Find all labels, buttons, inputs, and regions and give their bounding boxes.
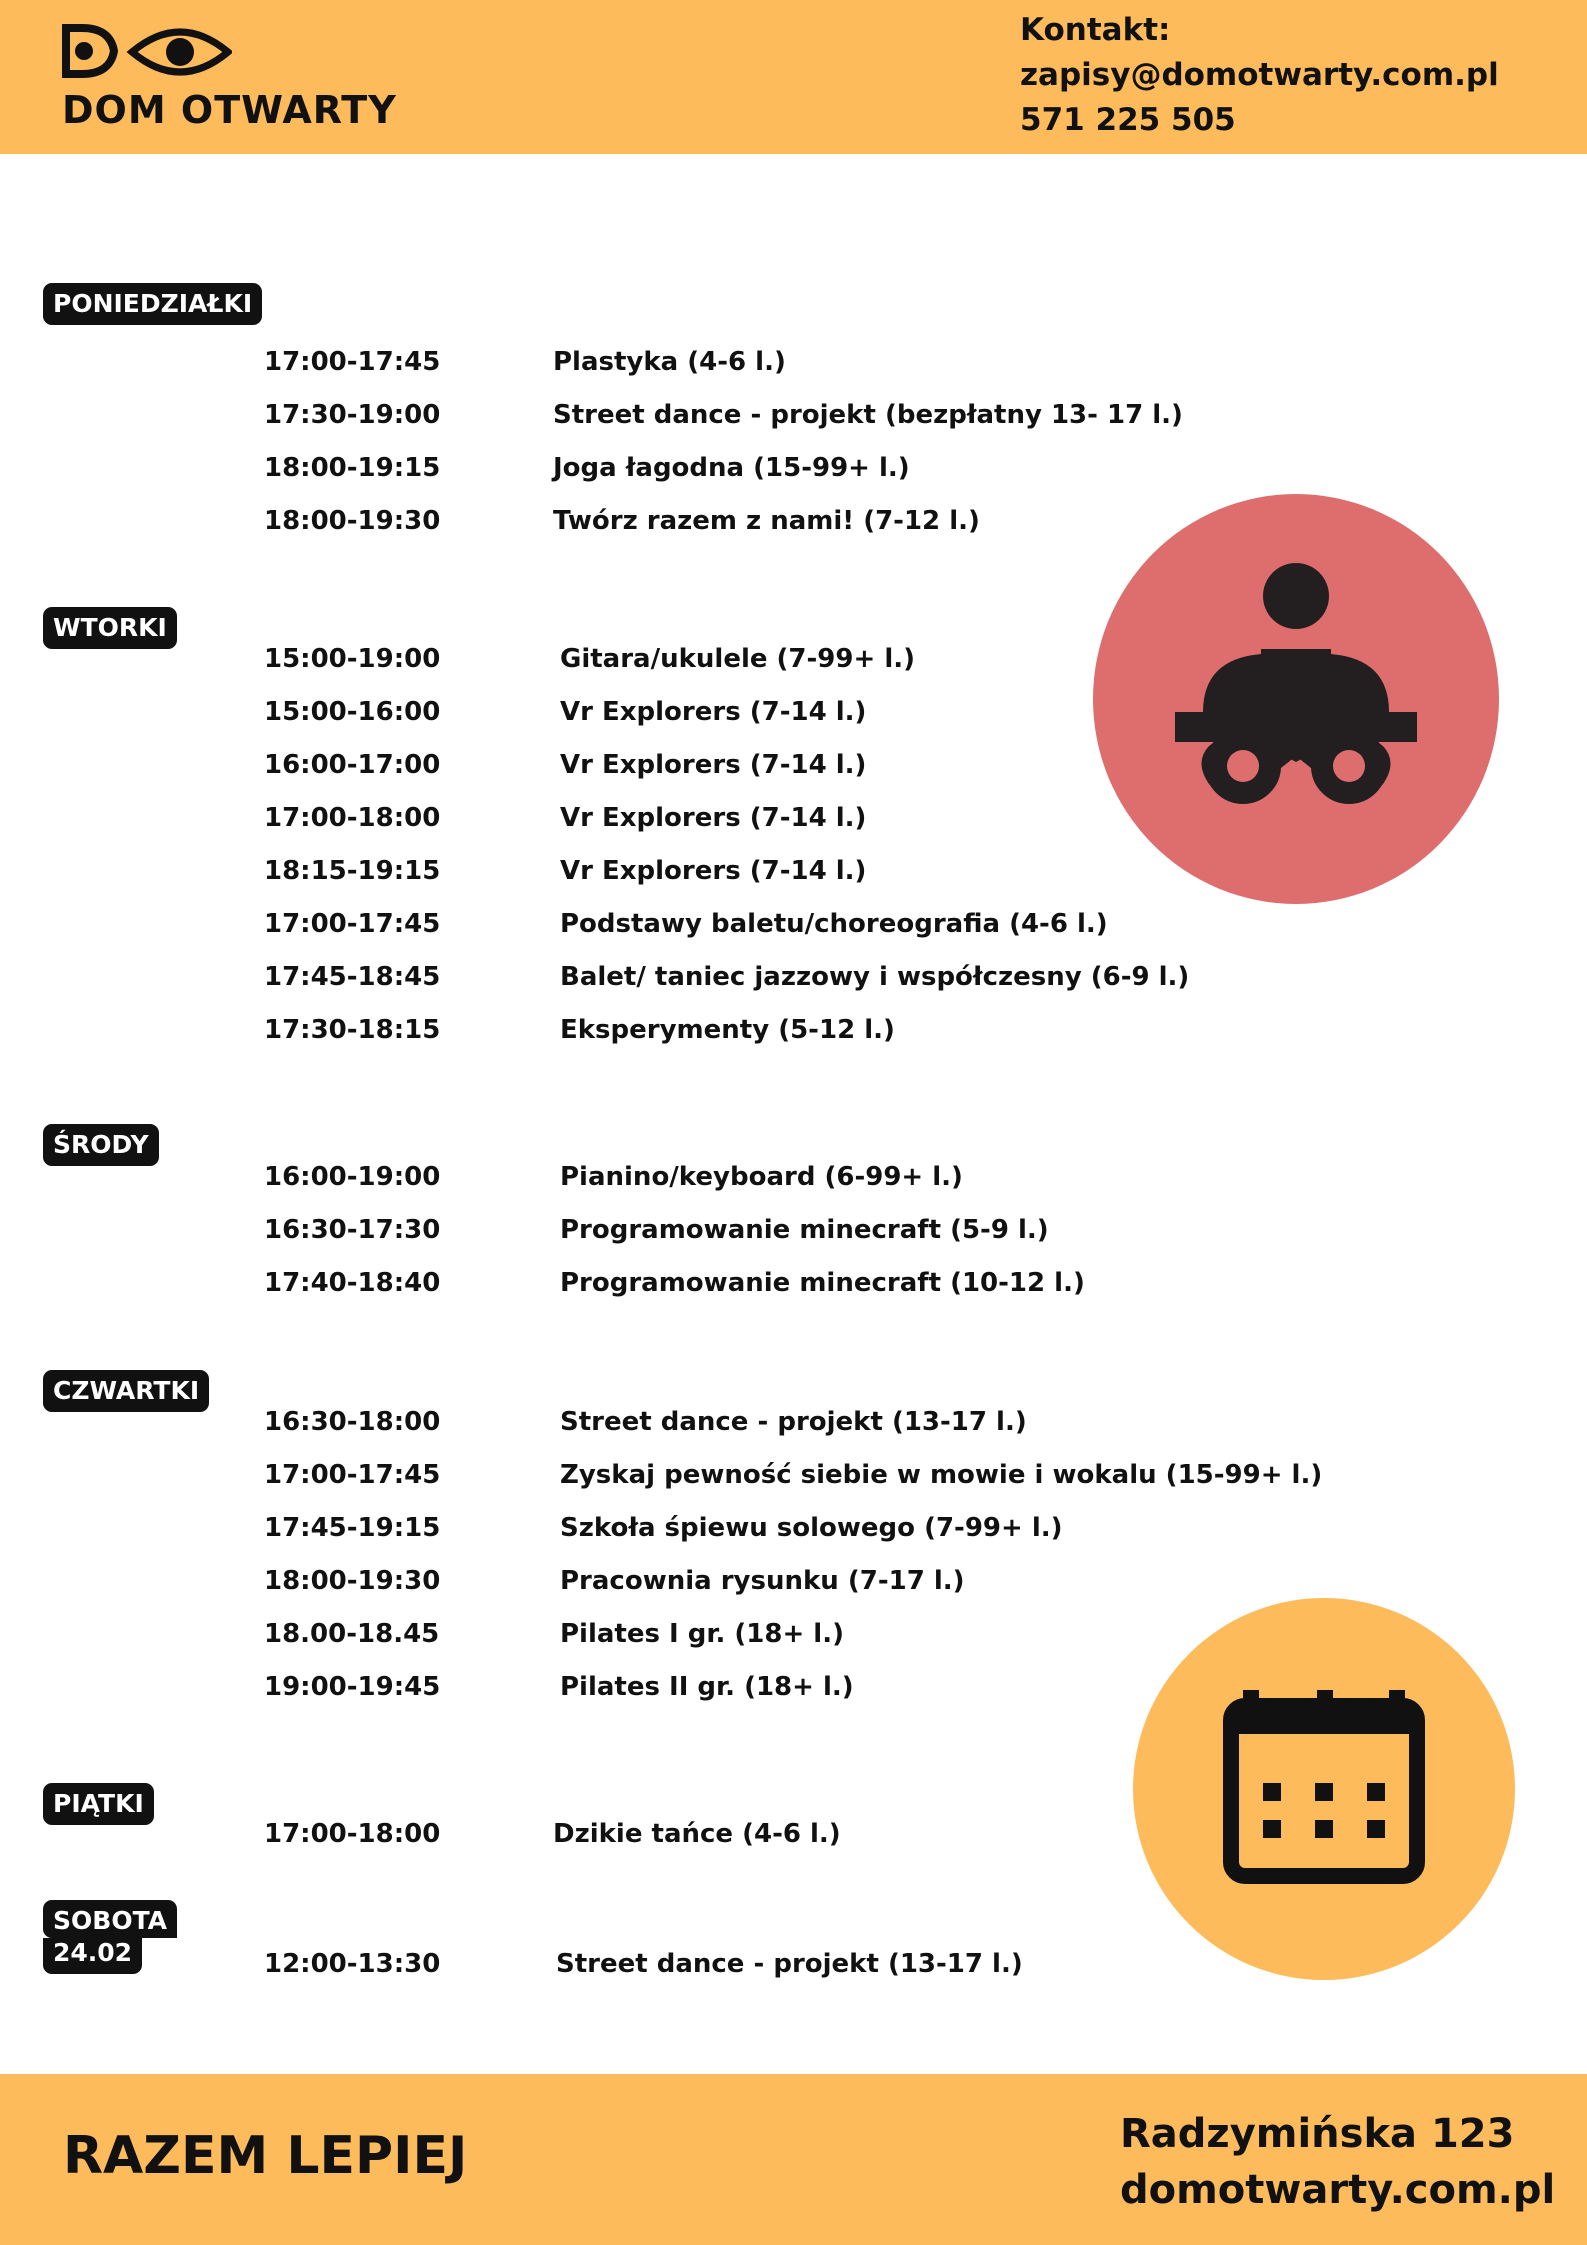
website-link[interactable]: domotwarty.com.pl xyxy=(1120,2167,1556,2213)
time: 15:00-19:00 xyxy=(264,644,441,674)
time: 17:40-18:40 xyxy=(264,1268,441,1298)
time: 18:00-19:30 xyxy=(264,1566,441,1596)
time: 18:00-19:30 xyxy=(264,506,441,536)
day-date: 24.02 xyxy=(43,1938,142,1974)
contact-phone[interactable]: 571 225 505 xyxy=(1020,102,1236,138)
day-badge-piatki: PIĄTKI xyxy=(43,1783,154,1825)
contact-block xyxy=(1020,8,1499,143)
activity: Programowanie minecraft (5-9 l.) xyxy=(560,1215,1049,1245)
activity: Twórz razem z nami! (7-12 l.) xyxy=(553,506,980,536)
time: 16:30-17:30 xyxy=(264,1215,441,1245)
activity: Pracownia rysunku (7-17 l.) xyxy=(560,1566,965,1596)
activity: Pilates I gr. (18+ l.) xyxy=(560,1619,844,1649)
time: 17:30-18:15 xyxy=(264,1015,441,1045)
address-block xyxy=(1120,2106,1555,2218)
footer-bar xyxy=(0,2074,1587,2245)
activity: Programowanie minecraft (10-12 l.) xyxy=(560,1268,1085,1298)
time: 16:00-17:00 xyxy=(264,750,441,780)
day-name: SOBOTA xyxy=(43,1900,177,1938)
time: 17:30-19:00 xyxy=(264,400,441,430)
time: 16:00-19:00 xyxy=(264,1162,441,1192)
activity: Vr Explorers (7-14 l.) xyxy=(560,856,867,886)
activity: Szkoła śpiewu solowego (7-99+ l.) xyxy=(560,1513,1063,1543)
eye-icon xyxy=(62,24,232,84)
meditation-icon xyxy=(1093,494,1499,904)
calendar-icon xyxy=(1133,1598,1515,1980)
activity: Street dance - projekt (13-17 l.) xyxy=(560,1407,1027,1437)
time: 17:00-18:00 xyxy=(264,1819,441,1849)
time: 17:00-17:45 xyxy=(264,347,441,377)
activity: Vr Explorers (7-14 l.) xyxy=(560,803,867,833)
time: 16:30-18:00 xyxy=(264,1407,441,1437)
activity: Gitara/ukulele (7-99+ l.) xyxy=(560,644,915,674)
activity: Pilates II gr. (18+ l.) xyxy=(560,1672,854,1702)
time: 18:15-19:15 xyxy=(264,856,441,886)
slogan: RAZEM LEPIEJ xyxy=(63,2126,468,2186)
time: 17:45-19:15 xyxy=(264,1513,441,1543)
time: 18:00-19:15 xyxy=(264,453,441,483)
day-badge-czwartki: CZWARTKI xyxy=(43,1370,209,1412)
time: 17:00-18:00 xyxy=(264,803,441,833)
activity: Dzikie tańce (4-6 l.) xyxy=(553,1819,841,1849)
street-address: Radzymińska 123 xyxy=(1120,2111,1515,2157)
time: 17:00-17:45 xyxy=(264,1460,441,1490)
activity: Balet/ taniec jazzowy i współczesny (6-9 l.) xyxy=(560,962,1190,992)
day-badge-srody: ŚRODY xyxy=(43,1124,159,1166)
activity: Street dance - projekt (13-17 l.) xyxy=(556,1949,1023,1979)
activity: Joga łagodna (15-99+ l.) xyxy=(553,453,910,483)
header-bar xyxy=(0,0,1587,154)
time: 19:00-19:45 xyxy=(264,1672,441,1702)
activity: Plastyka (4-6 l.) xyxy=(553,347,786,377)
contact-email[interactable]: zapisy@domotwarty.com.pl xyxy=(1020,57,1499,93)
time: 15:00-16:00 xyxy=(264,697,441,727)
activity: Pianino/keyboard (6-99+ l.) xyxy=(560,1162,963,1192)
time: 18.00-18.45 xyxy=(264,1619,440,1649)
time: 17:45-18:45 xyxy=(264,962,441,992)
day-badge-sobota xyxy=(43,1900,177,1974)
activity: Street dance - projekt (bezpłatny 13- 17 l.) xyxy=(553,400,1183,430)
activity: Eksperymenty (5-12 l.) xyxy=(560,1015,895,1045)
time: 17:00-17:45 xyxy=(264,909,441,939)
time: 12:00-13:30 xyxy=(264,1949,441,1979)
brand-name: DOM OTWARTY xyxy=(62,88,397,132)
day-badge-poniedzialki: PONIEDZIAŁKI xyxy=(43,283,262,325)
contact-label: Kontakt: xyxy=(1020,12,1171,48)
activity: Vr Explorers (7-14 l.) xyxy=(560,750,867,780)
activity: Vr Explorers (7-14 l.) xyxy=(560,697,867,727)
day-badge-wtorki: WTORKI xyxy=(43,607,177,649)
activity: Podstawy baletu/choreografia (4-6 l.) xyxy=(560,909,1108,939)
activity: Zyskaj pewność siebie w mowie i wokalu (15-99+ l.) xyxy=(560,1460,1323,1490)
